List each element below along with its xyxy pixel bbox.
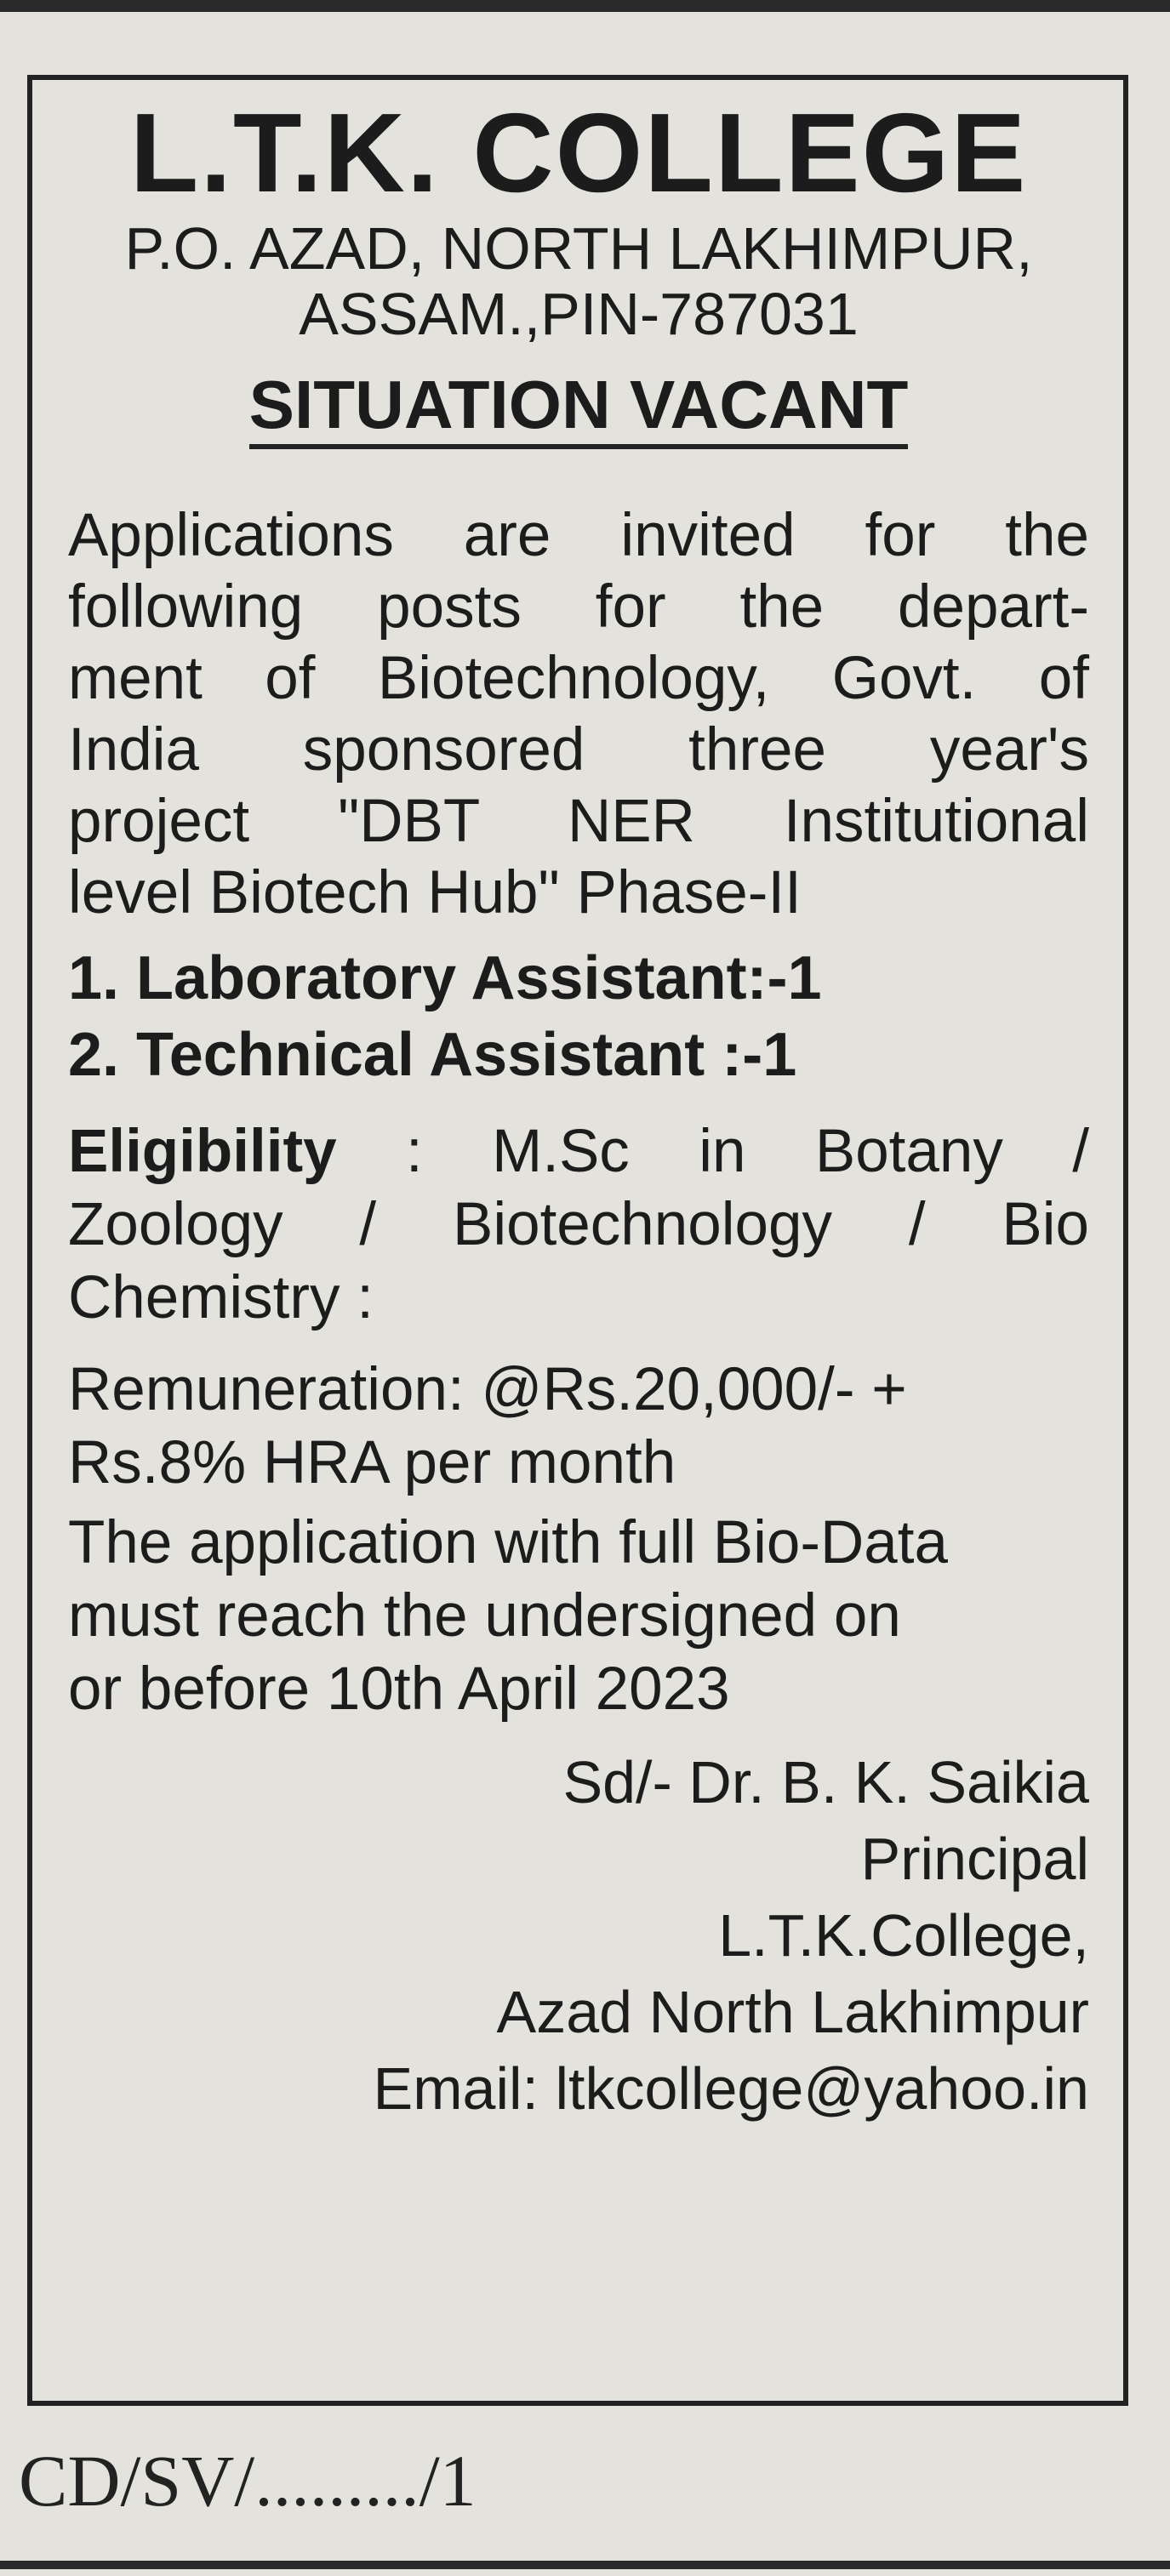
address-line-1: P.O. AZAD, NORTH LAKHIMPUR, [124, 215, 1033, 282]
post-item: 2. Technical Assistant :-1 [68, 1021, 797, 1089]
intro-line: Applications are invited for the [68, 502, 1089, 569]
post-item: 1. Laboratory Assistant:-1 [68, 944, 822, 1012]
remuneration-line: Remuneration: @Rs.20,000/- + [68, 1356, 907, 1423]
heading-wrapper [68, 367, 1089, 449]
signature-location: Azad North Lakhimpur [496, 1979, 1089, 2045]
situation-vacant-heading: SITUATION VACANT [249, 371, 909, 449]
signature-email: Email: ltkcollege@yahoo.in [373, 2055, 1089, 2122]
intro-line: ment of Biotechnology, Govt. of [68, 645, 1089, 712]
advertisement-box [27, 75, 1128, 2406]
remuneration-line: Rs.8% HRA per month [68, 1429, 676, 1496]
reference-code: CD/SV/........./1 [19, 2440, 477, 2522]
college-title: L.T.K. COLLEGE [129, 90, 1028, 215]
intro-line: level Biotech Hub" Phase-II [68, 859, 802, 926]
intro-line: following posts for the depart- [68, 573, 1089, 641]
application-line: must reach the undersigned on [68, 1582, 901, 1650]
application-line: The application with full Bio-Data [68, 1509, 948, 1576]
address-line-2: ASSAM.,PIN-787031 [299, 281, 859, 347]
eligibility-line: Chemistry : [68, 1264, 374, 1331]
eligibility-text: : M.Sc in Botany / [336, 1118, 1089, 1185]
eligibility-line [68, 1118, 1089, 1185]
signature-designation: Principal [860, 1826, 1089, 1892]
intro-line: India sponsored three year's [68, 716, 1089, 784]
intro-line: project "DBT NER Institutional [68, 788, 1089, 855]
eligibility-line: Zoology / Biotechnology / Bio [68, 1191, 1089, 1258]
eligibility-label: Eligibility [68, 1118, 337, 1185]
application-line: or before 10th April 2023 [68, 1656, 730, 1723]
bottom-rule [0, 2561, 1170, 2569]
signature-name: Sd/- Dr. B. K. Saikia [562, 1749, 1089, 1815]
signature-institution: L.T.K.College, [718, 1902, 1089, 1969]
top-rule [0, 0, 1170, 12]
